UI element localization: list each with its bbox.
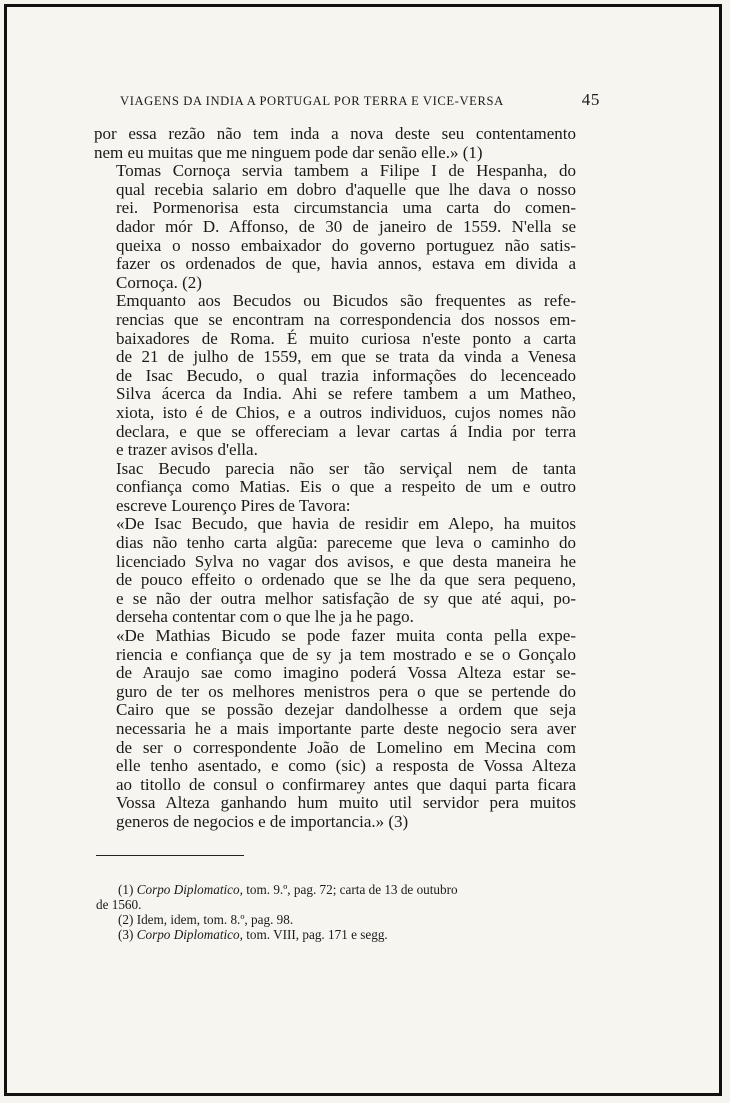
footnote-2	[96, 912, 570, 927]
text-line: rei. Pormenorisa esta circumstancia uma carta do comen-	[116, 198, 576, 218]
footnote-1	[96, 882, 570, 912]
text-line: Silva ácerca da India. Ahi se refere tambem a um Matheo,	[116, 384, 576, 404]
text-line: de pouco effeito o ordenado que se lhe da que sera pequeno,	[116, 570, 576, 590]
text-line: qual recebia salario em dobro d'aquelle que lhe dava o nosso	[116, 179, 576, 199]
footnote-3-title: Corpo Diplomatico,	[136, 927, 243, 942]
text-line: fazer os ordenados de que, havia annos, estava em divida a	[116, 254, 576, 274]
text-line: Tomas Cornoça servia tambem a Filipe I de Hespanha, do	[116, 161, 576, 181]
text-line: necessaria he a mais importante parte deste negocio sera aver	[116, 719, 576, 738]
text-line: derseha contentar com o que lhe ja he pago.	[116, 607, 414, 627]
text-line: de ser o correspondente João de Lomelino em Mecina com	[116, 737, 576, 757]
text-line: Cornoça. (2)	[116, 272, 202, 292]
text-line: de 21 de julho de 1559, em que se trata da vinda a Venesa	[116, 347, 576, 367]
body-text	[94, 125, 576, 832]
footnote-3	[96, 927, 570, 942]
text-line: Emquanto aos Becudos ou Bicudos são frequentes as refe-	[116, 291, 576, 311]
footnote-2-marker: (2)	[118, 912, 134, 927]
text-line: licenciado Sylva no vagar dos avisos, e que desta maneira he	[116, 551, 576, 571]
footnote-1-text: tom. 9.º, pag. 72; carta de 13 de outubro	[246, 882, 458, 897]
text-line: rencias que se encontram na correspondencia dos nossos em-	[116, 309, 576, 329]
footnote-2-text: Idem, idem, tom. 8.º, pag. 98.	[136, 912, 294, 927]
text-line: queixa o nosso embaixador do governo portuguez não satis-	[116, 235, 576, 255]
footnote-1-title: Corpo Diplomatico,	[136, 882, 243, 897]
text-line: guro de ter os melhores menistros pera o que se pertende do	[116, 681, 576, 701]
text-line: generos de negocios e de importancia.» (3)	[116, 811, 409, 831]
paragraph	[94, 627, 576, 832]
text-line: de Araujo sae como imagino poderá Vossa Alteza estar se-	[116, 663, 576, 683]
text-line: por essa rezão não tem inda a nova deste seu contentamento	[94, 124, 576, 143]
text-line: riencia e confiança que de sy ja tem mostrado e se o Gonçalo	[116, 644, 576, 664]
text-line: ao titollo de consul o confirmarey antes que daqui parta ficara	[116, 774, 576, 794]
text-line: escreve Lourenço Pires de Tavora:	[116, 495, 351, 515]
text-line: Cairo que se possão dezejar dandolhesse a ordem que seja	[116, 700, 576, 720]
paragraph	[94, 162, 576, 292]
text-line: dador mór D. Affonso, de 30 de janeiro de 1559. N'ella se	[116, 216, 576, 236]
footnote-3-text: tom. VIII, pag. 171 e segg.	[246, 927, 388, 942]
text-line: e trazer avisos d'ella.	[116, 440, 258, 460]
footnotes	[96, 882, 570, 942]
text-line: dias não tenho carta algũa: pareceme que leva o caminho do	[116, 533, 576, 553]
footnote-3-marker: (3)	[118, 927, 134, 942]
text-line: elle tenho asentado, e como (sic) a resposta de Vossa Alteza	[116, 756, 576, 776]
paragraph	[94, 292, 576, 459]
text-line: declara, e que se offereciam a levar cartas á India por terra	[116, 421, 576, 441]
text-line: nem eu muitas que me ninguem pode dar senão elle.» (1)	[94, 142, 483, 162]
text-line: «De Isac Becudo, que havia de residir em Alepo, ha muitos	[116, 514, 576, 534]
text-line: confiança como Matias. Eis o que a respeito de um e outro	[116, 477, 576, 497]
text-line: Vossa Alteza ganhando hum muito util servidor pera muitos	[116, 793, 576, 813]
text-line: Isac Becudo parecia não ser tão serviçal nem de tanta	[116, 458, 576, 478]
paragraph	[94, 515, 576, 627]
paragraph	[94, 125, 576, 162]
paragraph	[94, 460, 576, 516]
text-line: «De Mathias Bicudo se pode fazer muita conta pella expe-	[116, 626, 576, 646]
footnote-1-marker: (1)	[118, 882, 134, 897]
text-line: de Isac Becudo, o qual trazia informações do lecenceado	[116, 365, 576, 385]
text-line: xiota, isto é de Chios, e a outros individuos, cujos nomes não	[116, 402, 576, 422]
text-line: e se não der outra melhor satisfação de sy que até aqui, po-	[116, 588, 576, 608]
footnote-rule	[96, 855, 244, 856]
footnote-1-text-cont: de 1560.	[96, 897, 142, 912]
running-head-title: VIAGENS DA INDIA A PORTUGAL POR TERRA E VICE-VERSA	[120, 94, 504, 108]
page-number: 45	[581, 90, 600, 109]
text-line: baixadores de Roma. É muito curiosa n'este ponto a carta	[116, 328, 576, 348]
